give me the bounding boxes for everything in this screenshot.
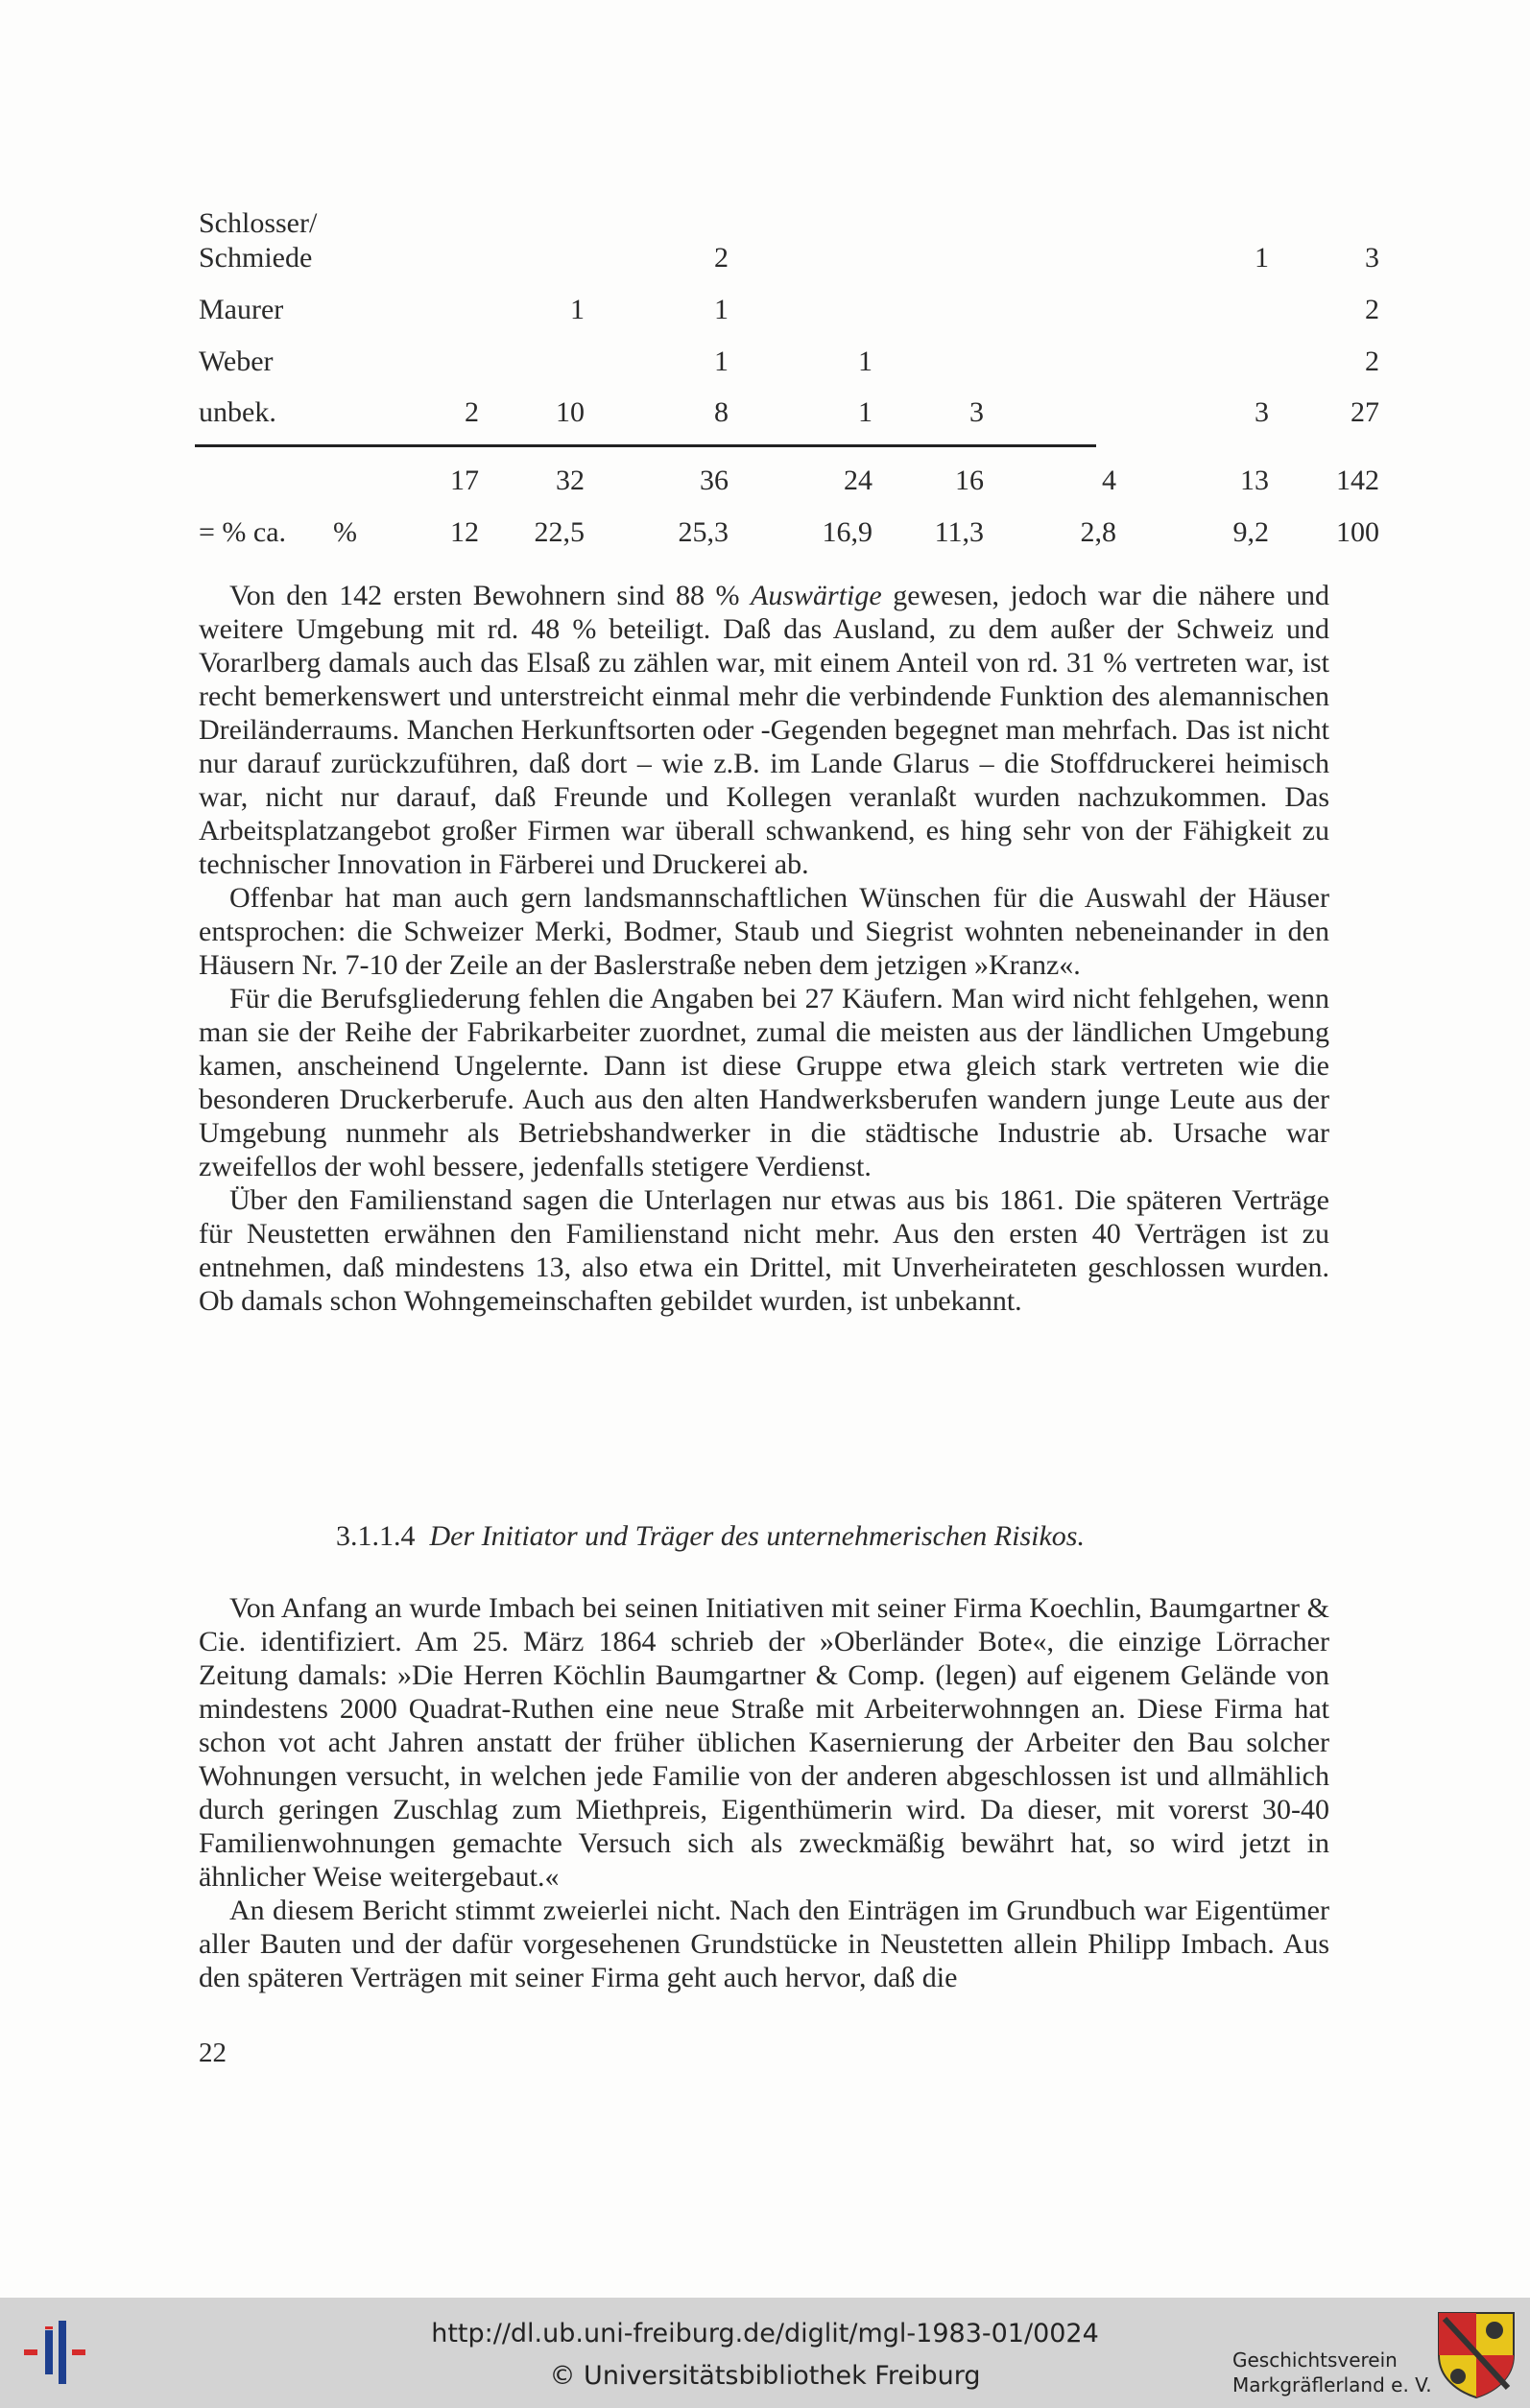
organization-name — [1232, 2348, 1432, 2397]
total-cell: 24 — [844, 465, 873, 496]
percent-cell: 25,3 — [678, 516, 729, 548]
percent-sign: % — [333, 516, 357, 548]
section-heading — [336, 1519, 1085, 1554]
total-cell: 36 — [700, 465, 729, 496]
table-cell: 3 — [1365, 242, 1379, 274]
percent-cell: 100 — [1336, 516, 1379, 548]
page-number: 22 — [199, 2038, 227, 2068]
table-cell: 8 — [714, 396, 729, 428]
total-cell: 16 — [955, 465, 984, 496]
table-cell: 1 — [1255, 242, 1269, 274]
table-cell: 2 — [1365, 294, 1379, 325]
table-cell: 3 — [969, 396, 984, 428]
paragraph: Über den Familienstand sagen die Unterlagen nur etwas aus bis 1861. Die späteren Verträge für Neustetten erwähnen den Familienstand nicht mehr. Aus den ersten 40 Verträgen ist zu entnehmen, daß mindestens 13, also etwa ein Drittel, mit Unverheirateten geschlossen wurden. Ob damals schon Wohngemeinschaften gebildet wurden, ist unbekannt. — [199, 1184, 1329, 1317]
body-text — [199, 579, 1329, 1318]
total-cell: 13 — [1240, 465, 1269, 496]
table-cell: 2 — [1365, 346, 1379, 377]
table-row — [199, 345, 1379, 379]
table-row — [199, 293, 1379, 327]
paragraph: Offenbar hat man auch gern landsmannschaftlichen Wünschen für die Auswahl der Häuser entsprochen: die Schweizer Merki, Bodmer, Staub und Siegrist wohnten nebeneinander in den Häusern Nr. 7-10 der Zeile an der Baslerstraße neben dem jetzigen »Kranz«. — [199, 882, 1329, 981]
table-cell: 3 — [1255, 396, 1269, 428]
table-cell: 2 — [465, 396, 479, 428]
table-totals-row — [199, 464, 1379, 498]
org-line: Markgräflerland e. V. — [1232, 2373, 1432, 2396]
percent-cell: 22,5 — [534, 516, 585, 548]
table-cell: 10 — [556, 396, 585, 428]
table-row — [199, 395, 1379, 430]
body-text — [199, 1591, 1329, 1994]
section-number: 3.1.1.4 — [336, 1520, 416, 1552]
table-row — [199, 206, 1379, 275]
total-cell: 142 — [1336, 465, 1379, 496]
paragraph: Für die Berufsgliederung fehlen die Angaben bei 27 Käufern. Man wird nicht fehlgehen, wenn man sie der Reihe der Fabrikarbeiter zuordnet, zumal die meisten aus der ländlichen Umgebung kamen, anscheinend Ungelernte. Dann ist diese Gruppe etwa gleich stark vertreten wie die besonderen Druckerberufe. Auch aus den alten Handwerksberufen wandern junge Leute aus der Umgebung nunmehr als Betriebshandwerker in die städtische Industrie ab. Ursache war zweifellos der wohl bessere, jedenfalls stetigere Verdienst. — [199, 983, 1329, 1182]
percent-label: = % ca. — [199, 516, 287, 548]
paragraph — [199, 579, 1329, 881]
row-label: unbek. — [199, 396, 276, 428]
table-cell: 1 — [714, 294, 729, 325]
source-url-link[interactable]: http://dl.ub.uni-freiburg.de/diglit/mgl-1983-01/0024 — [431, 2319, 1099, 2348]
table-cell: 1 — [858, 346, 873, 377]
table-percent-row — [199, 515, 1379, 550]
percent-cell: 12 — [450, 516, 479, 548]
table-cell: 2 — [714, 242, 729, 274]
table-cell: 1 — [570, 294, 585, 325]
total-cell: 4 — [1102, 465, 1116, 496]
paragraph-text: gewesen, jedoch war die nähere und weitere Umgebung mit rd. 48 % beteiligt. Daß das Ausland, zu dem außer der Schweiz und Vorarlberg damals auch das Elsaß zu zählen war, mit einem Anteil von rd. 31 % vertreten war, ist recht bemerkenswert und unterstreicht einmal mehr die verbindende Funktion des alemannischen Dreiländerraums. Manchen Herkunftsorten oder -Gegenden begegnet man mehrfach. Das ist nicht nur darauf zurückzuführen, daß dort – wie z.B. im Lande Glarus – die Stoffdruckerei heimisch war, nicht nur darauf, daß Freunde und Kollegen veranlaßt wurden nachzukommen. Das Arbeitsplatzangebot großer Firmen war überall schwankend, es hing sehr von der Fähigkeit zu technischer Innovation in Färberei und Druckerei ab. — [199, 580, 1329, 880]
org-line: Geschichtsverein — [1232, 2348, 1398, 2372]
percent-cell: 16,9 — [822, 516, 873, 548]
copyright-text: © Universitätsbibliothek Freiburg — [549, 2361, 981, 2391]
row-label: Maurer — [199, 294, 284, 325]
total-cell: 32 — [556, 465, 585, 496]
percent-cell: 9,2 — [1232, 516, 1269, 548]
percent-cell: 11,3 — [934, 516, 984, 548]
footer-bar — [0, 2298, 1530, 2408]
row-label: Weber — [199, 346, 274, 377]
row-label: Schlosser/ Schmiede — [199, 207, 318, 274]
emphasis-text: Auswärtige — [751, 580, 882, 611]
totals-divider — [195, 444, 1096, 447]
table-cell: 27 — [1351, 396, 1379, 428]
coat-of-arms-icon[interactable] — [1435, 2309, 1518, 2399]
paragraph: An diesem Bericht stimmt zweierlei nicht. Nach den Einträgen im Grundbuch war Eigentümer aller Bauten und der dafür vorgesehenen Grundstücke in Neustetten allein Philipp Imbach. Aus den späteren Verträgen mit seiner Firma geht auch hervor, daß die — [199, 1895, 1329, 1993]
table-cell: 1 — [858, 396, 873, 428]
paragraph-text: Von den 142 ersten Bewohnern sind 88 % — [229, 580, 752, 611]
paragraph: Von Anfang an wurde Imbach bei seinen Initiativen mit seiner Firma Koechlin, Baumgartner & Cie. identifiziert. Am 25. März 1864 schrieb der »Oberländer Bote«, die einzige Lörracher Zeitung damals: »Die Herren Köchlin Baumgartner & Comp. (legen) auf eigenem Gelände von mindestens 2000 Quadrat-Ruthen eine neue Straße mit Arbeiterwohnngen an. Diese Firma hat schon vot acht Jahren anstatt der früher üblichen Kasernierung der Arbeiter den Bau solcher Wohnungen versucht, in welchen jede Familie von der anderen abgeschlossen ist und allmählich durch geringen Zuschlag zum Miethpreis, Eigenthümerin wird. Da dieser, mit vorerst 30-40 Familienwohnungen gemachte Versuch sich als zweckmäßig bewährt hat, so wird jetzt in ähnlicher Weise weitergebaut.« — [199, 1592, 1329, 1893]
percent-cell: 2,8 — [1080, 516, 1116, 548]
table-cell: 1 — [714, 346, 729, 377]
total-cell: 17 — [450, 465, 479, 496]
section-title: Der Initiator und Träger des unternehmerischen Risikos. — [429, 1520, 1085, 1552]
